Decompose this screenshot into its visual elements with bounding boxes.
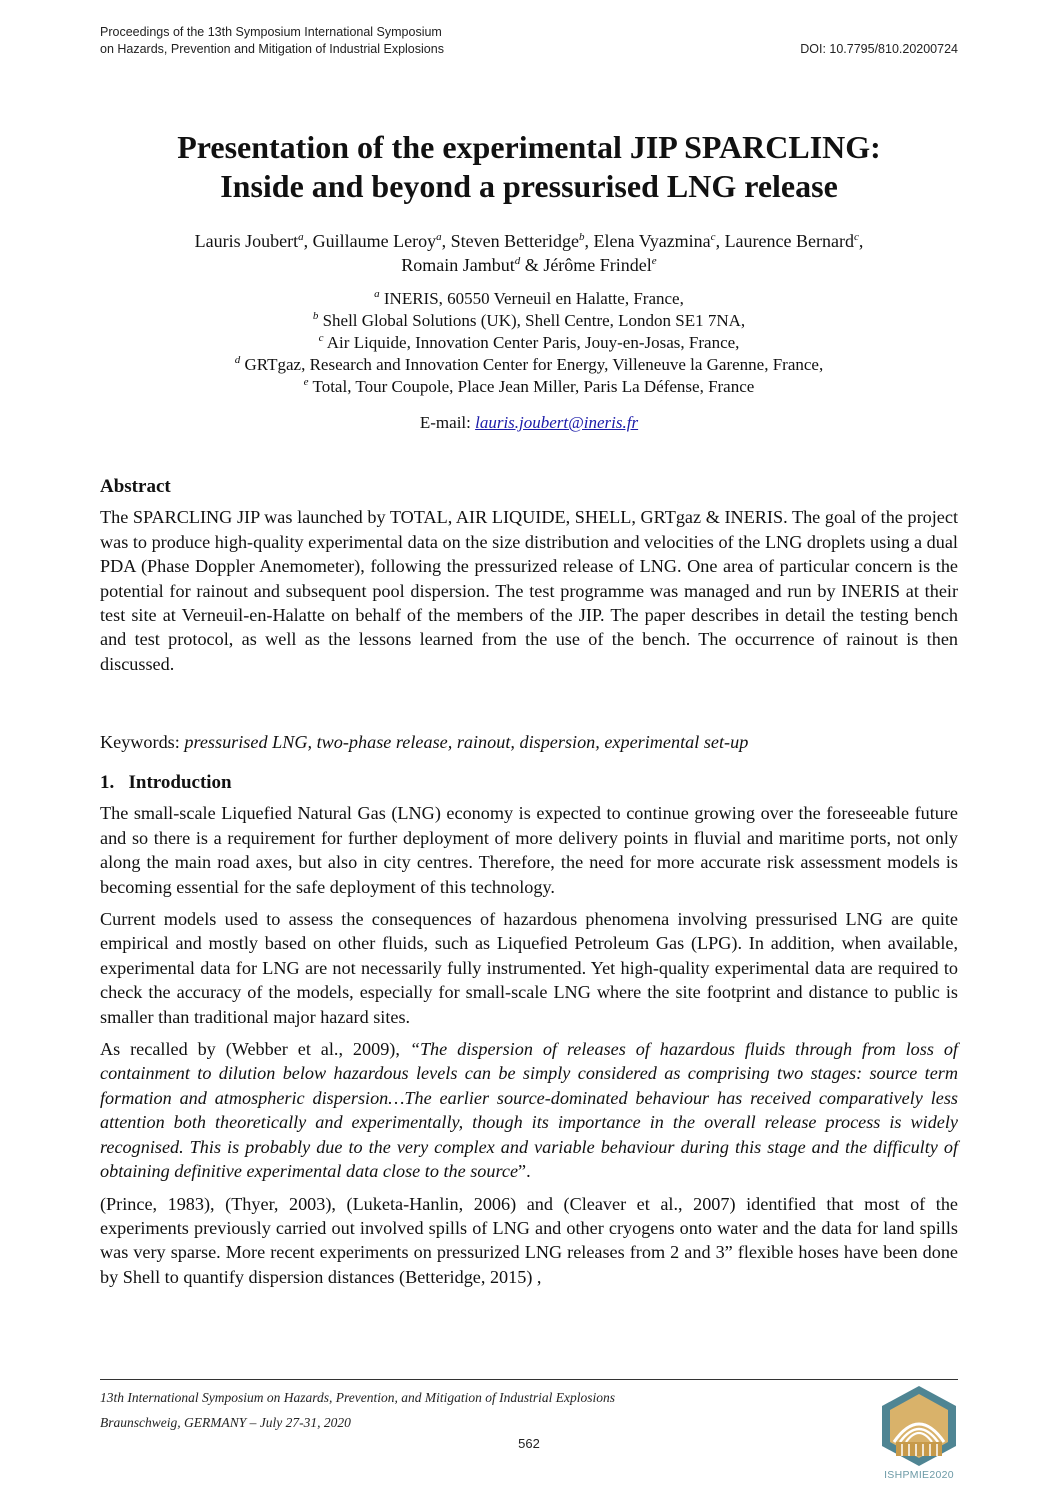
- page-number: 562: [518, 1436, 540, 1451]
- header-line-1: Proceedings of the 13th Symposium International Symposium: [100, 25, 442, 39]
- section-number: 1.: [100, 772, 115, 793]
- introduction-section: [100, 771, 958, 1289]
- section-heading: [100, 771, 958, 795]
- footer-line-2: Braunschweig, GERMANY – July 27-31, 2020: [100, 1415, 351, 1430]
- affiliation-sup: a: [374, 288, 380, 300]
- logo-text: ISHPMIE2020: [884, 1469, 954, 1481]
- affiliation-text: INERIS, 60550 Verneuil en Halatte, France,: [383, 289, 684, 308]
- keywords-text: pressurised LNG, two-phase release, rainout, dispersion, experimental set-up: [184, 732, 749, 752]
- section-title: Introduction: [128, 772, 232, 793]
- abstract-section: [100, 475, 958, 676]
- author-line-1: Lauris Joubert$^a$, Guillaume Leroy$^a$, Steven Betteridge$^b$, Elena Vyazmina$^c$, Laurence Bernard$^c$,: [194, 231, 864, 251]
- affiliation-sup: e: [303, 376, 309, 388]
- author-name: Jérôme Frindel: [543, 255, 652, 275]
- affiliation: [80, 332, 978, 354]
- abstract-heading: Abstract: [100, 476, 171, 497]
- author-sup: c: [853, 231, 859, 243]
- affiliation: [80, 288, 978, 310]
- affiliation-sup: c: [318, 332, 324, 344]
- header-line-2: on Hazards, Prevention and Mitigation of Industrial Explosions: [100, 42, 444, 56]
- author-name: Steven Betteridge: [450, 231, 580, 251]
- contact-email: [80, 412, 978, 434]
- affiliation: [80, 376, 978, 398]
- doi: DOI: 10.7795/810.20200724: [800, 42, 958, 56]
- keywords-label: Keywords:: [100, 732, 180, 752]
- affiliation-text: GRTgaz, Research and Innovation Center for Energy, Villeneuve la Garenne, France,: [244, 355, 824, 374]
- affiliation-text: Total, Tour Coupole, Place Jean Miller, Paris La Défense, France: [312, 377, 755, 396]
- author-name: Guillaume Leroy: [312, 231, 437, 251]
- quote-tail: ”.: [518, 1161, 531, 1182]
- paper-title: [60, 128, 998, 206]
- abstract-text: The SPARCLING JIP was launched by TOTAL, AIR LIQUIDE, SHELL, GRTgaz & INERIS. The goal of the project was to produce high-quality experimental data on the size distribution and velocities of the LNG droplets using a dual PDA (Phase Doppler Anemometer), following the pressurized release of LNG. One area of particular concern is the potential for rainout and subsequent pool dispersion. The test programme was managed and run by INERIS at their test site at Verneuil-en-Halatte on behalf of the members of the JIP. The paper describes in detail the testing bench and test protocol, as well as the lessons learned from the use of the bench. The occurrence of rainout is then discussed.: [100, 507, 958, 674]
- affiliation: [80, 354, 978, 376]
- keywords: [100, 730, 958, 754]
- author-line-2: Romain Jambut$^d$ & Jérôme Frindel$^e$: [401, 255, 657, 275]
- paragraph: Current models used to assess the consequences of hazardous phenomena involving pressurised LNG are quite empirical and mostly based on other fluids, such as Liquefied Petroleum Gas (LPG). In addition, when available, experimental data for LNG are not necessarily fully instrumented. Yet high-quality experimental data are required to check the accuracy of the models, especially for small-scale LNG where the site footprint and distance to public is smaller than traditional major hazard sites.: [100, 909, 958, 1027]
- email-label: E-mail:: [419, 413, 471, 432]
- author-name: Romain Jambut: [401, 255, 515, 275]
- author-sup: e: [651, 255, 657, 267]
- paragraph: The small-scale Liquefied Natural Gas (LNG) economy is expected to continue growing over the foreseeable future and so there is a requirement for further deployment of more delivery points in fluvial and maritime ports, not only along the main road axes, but also in city centres. Therefore, the need for more accurate risk assessment models is becoming essential for the safe deployment of this technology.: [100, 803, 958, 897]
- affiliation-text: Air Liquide, Innovation Center Paris, Jouy-en-Josas, France,: [326, 333, 740, 352]
- paragraph: (Prince, 1983), (Thyer, 2003), (Luketa-Hanlin, 2006) and (Cleaver et al., 2007) identified that most of the experiments previously carried out involved spills of LNG and other cryogens onto water and the data for land spills was very sparse. More recent experiments on pressurized LNG releases from 2 and 3” flexible hoses have been done by Shell to quantify dispersion distances (Betteridge, 2015) ,: [100, 1193, 958, 1287]
- author-list: [80, 229, 978, 277]
- footer: [100, 1385, 800, 1435]
- affiliation-text: Shell Global Solutions (UK), Shell Centre, London SE1 7NA,: [322, 311, 746, 330]
- affiliation: [80, 310, 978, 332]
- running-header: [100, 24, 620, 58]
- quote-lead: As recalled by (Webber et al., 2009),: [100, 1039, 410, 1060]
- title-line-1: Presentation of the experimental JIP SPARCLING:: [177, 129, 881, 165]
- quote-text: “The dispersion of releases of hazardous fluids through from loss of containment to dilution below hazardous levels can be simply considered as comprising two stages: source term formation and atmospheric dispersion…The earlier source-dominated behaviour has received comparatively less attention both theoretically and experimentally, though its importance in the overall release process is widely recognised. This is probably due to the very complex and variable behaviour during this stage and the difficulty of obtaining definitive experimental data close to the source: [100, 1039, 958, 1182]
- author-name: Lauris Joubert: [194, 231, 299, 251]
- author-name: Laurence Bernard: [724, 231, 854, 251]
- affiliation-sup: d: [234, 354, 241, 366]
- email-link[interactable]: lauris.joubert@ineris.fr: [475, 413, 639, 432]
- author-sup: c: [710, 231, 716, 243]
- affiliations: [80, 288, 978, 398]
- author-sup: a: [436, 231, 442, 243]
- author-sup: b: [579, 231, 585, 243]
- author-sup: d: [514, 255, 521, 267]
- author-sup: a: [298, 231, 304, 243]
- author-name: Elena Vyazmina: [593, 231, 711, 251]
- footer-line-1: 13th International Symposium on Hazards, Prevention, and Mitigation of Industrial Explosions: [100, 1390, 615, 1405]
- paragraph-quote: [100, 1037, 958, 1183]
- footer-rule: [100, 1379, 958, 1380]
- title-line-2: Inside and beyond a pressurised LNG release: [220, 168, 838, 204]
- affiliation-sup: b: [312, 310, 319, 322]
